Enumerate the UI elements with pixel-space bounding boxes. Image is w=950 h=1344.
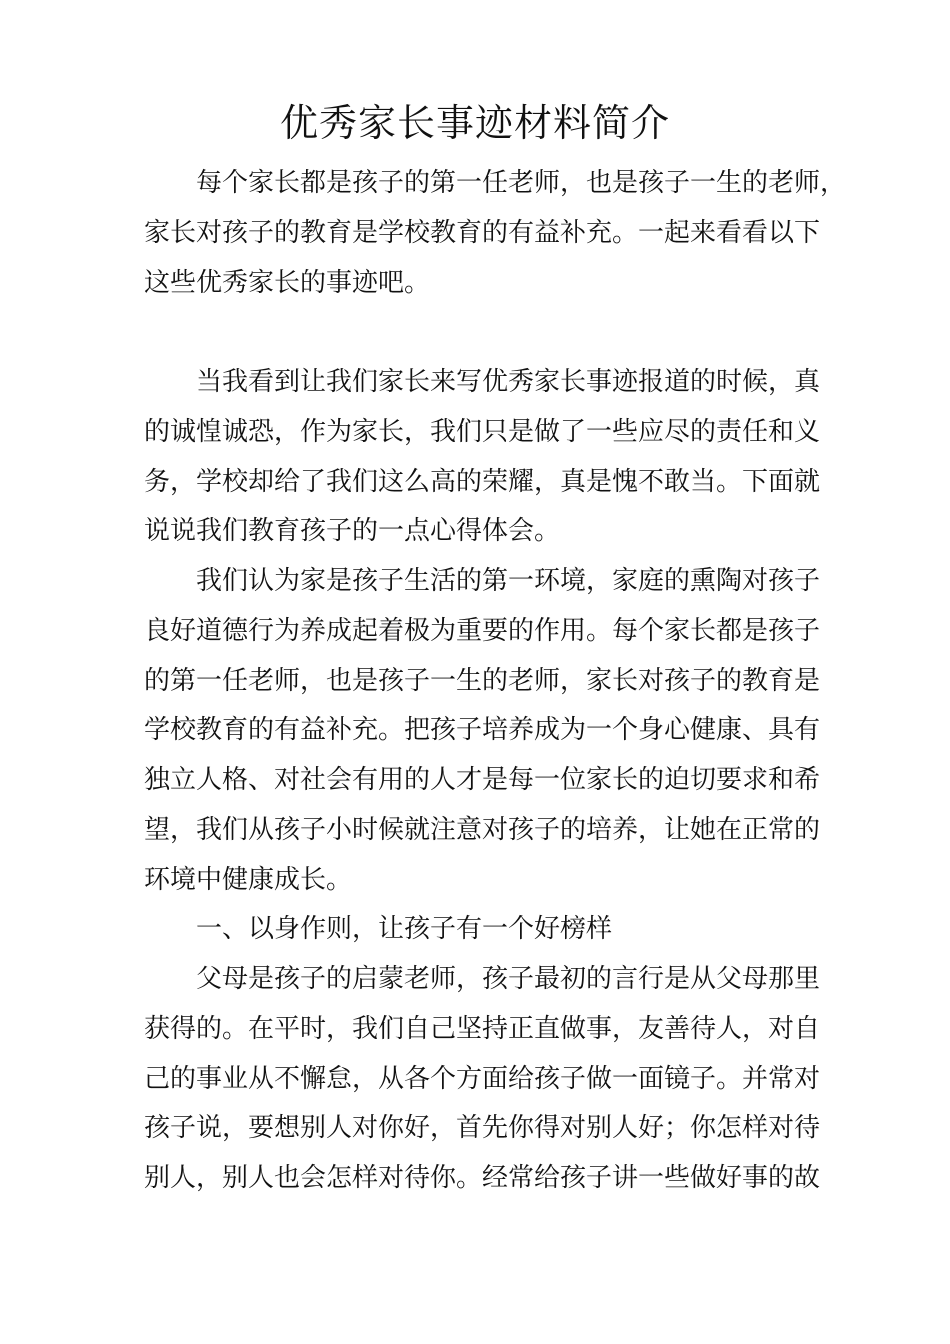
text-line: 务，学校却给了我们这么高的荣耀，真是愧不敢当。下面就 xyxy=(144,467,821,497)
text-line: 我们认为家是孩子生活的第一环境，家庭的熏陶对孩子 xyxy=(196,566,821,596)
text-line: 说说我们教育孩子的一点心得体会。 xyxy=(144,516,561,546)
text-line: 家长对孩子的教育是学校教育的有益补充。一起来看看以下 xyxy=(144,218,821,248)
text-line: 每个家长都是孩子的第一任老师，也是孩子一生的老师， xyxy=(196,168,847,198)
document-title: 优秀家长事迹材料简介 xyxy=(279,101,670,145)
text-line: 的第一任老师，也是孩子一生的老师，家长对孩子的教育是 xyxy=(144,666,821,696)
text-line: 独立人格、对社会有用的人才是每一位家长的迫切要求和希 xyxy=(144,765,821,795)
text-line: 学校教育的有益补充。把孩子培养成为一个身心健康、具有 xyxy=(144,715,821,745)
text-line: 的诚惶诚恐，作为家长，我们只是做了一些应尽的责任和义 xyxy=(144,417,821,447)
text-line: 获得的。在平时，我们自己坚持正直做事，友善待人，对自 xyxy=(144,1014,821,1044)
text-line: 当我看到让我们家长来写优秀家长事迹报道的时候，真 xyxy=(196,367,821,397)
text-line: 环境中健康成长。 xyxy=(144,865,353,895)
text-line: 这些优秀家长的事迹吧。 xyxy=(144,268,431,298)
text-line: 别人，别人也会怎样对待你。经常给孩子讲一些做好事的故 xyxy=(144,1163,821,1193)
text-line: 良好道德行为养成起着极为重要的作用。每个家长都是孩子 xyxy=(144,616,821,646)
text-line: 孩子说，要想别人对你好，首先你得对别人好；你怎样对待 xyxy=(144,1113,821,1143)
text-line: 望，我们从孩子小时候就注意对孩子的培养，让她在正常的 xyxy=(144,815,821,845)
text-line: 己的事业从不懈怠，从各个方面给孩子做一面镜子。并常对 xyxy=(144,1064,821,1094)
section-heading: 一、以身作则，让孩子有一个好榜样 xyxy=(196,914,613,944)
text-line: 父母是孩子的启蒙老师，孩子最初的言行是从父母那里 xyxy=(196,964,821,994)
